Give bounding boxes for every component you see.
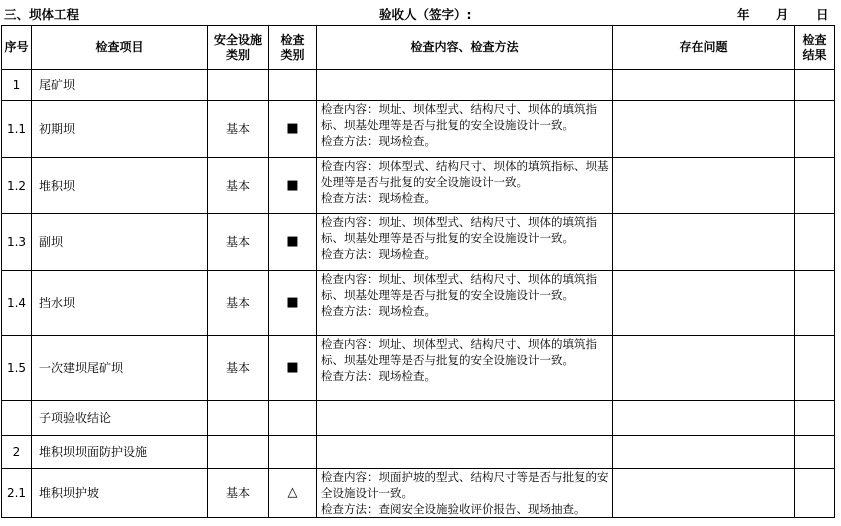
row-facility-category: 基本 (208, 158, 269, 214)
row-item: 一次建坝尾矿坝 (32, 336, 208, 401)
row-seq: 1 (2, 70, 32, 101)
row-issues-cell (613, 401, 795, 436)
row-result-cell (795, 436, 835, 469)
row-check-content (317, 101, 613, 158)
row-seq: 1.2 (2, 158, 32, 214)
row-result-cell (795, 101, 835, 158)
check-content-text: 检查内容：坝体型式、结构尺寸、坝体的填筑指标、坝基处理等是否与批复的安全设施设计一致。 (321, 159, 609, 189)
check-method-text: 检查方法：现场检查。 (321, 247, 436, 261)
report-header (0, 0, 841, 25)
table-row (2, 271, 835, 336)
col-header-content: 检查内容、检查方法 (317, 26, 613, 70)
year-label: 年 (737, 7, 750, 22)
col-header-item: 检查项目 (32, 26, 208, 70)
table-row (2, 158, 835, 214)
row-facility-category (208, 70, 269, 101)
row-item: 副坝 (32, 214, 208, 271)
row-issues-cell (613, 158, 795, 214)
row-item: 堆积坝 (32, 158, 208, 214)
row-result-cell (795, 158, 835, 214)
table-row (2, 469, 835, 518)
row-check-content (317, 469, 613, 518)
check-method-text: 检查方法：查阅安全设施验收评价报告、现场抽查。 (321, 502, 586, 516)
row-check-type: ■ (269, 101, 317, 158)
col-header-result: 检查 结果 (795, 26, 835, 70)
table-row (2, 101, 835, 158)
table-header-row (2, 26, 835, 70)
check-method-text: 检查方法：现场检查。 (321, 134, 436, 148)
section-title: 三、坝体工程 (4, 7, 80, 22)
signature-label: 验收人（签字）: (379, 7, 472, 22)
row-check-type: ■ (269, 336, 317, 401)
check-content-text: 检查内容：坝址、坝体型式、结构尺寸、坝体的填筑指标、坝基处理等是否与批复的安全设施设计一致。 (321, 337, 597, 367)
row-result-cell (795, 214, 835, 271)
row-seq: 2.1 (2, 469, 32, 518)
row-check-content (317, 401, 613, 436)
row-result-cell (795, 401, 835, 436)
row-facility-category (208, 401, 269, 436)
row-issues-cell (613, 70, 795, 101)
row-issues-cell (613, 436, 795, 469)
check-method-text: 检查方法：现场检查。 (321, 191, 436, 205)
table-row (2, 70, 835, 101)
row-result-cell (795, 469, 835, 518)
row-issues-cell (613, 214, 795, 271)
row-facility-category: 基本 (208, 469, 269, 518)
row-result-cell (795, 336, 835, 401)
row-seq: 1.3 (2, 214, 32, 271)
table-row (2, 436, 835, 469)
row-seq (2, 401, 32, 436)
row-item: 尾矿坝 (32, 70, 208, 101)
row-check-type (269, 401, 317, 436)
check-content-text: 检查内容：坝址、坝体型式、结构尺寸、坝体的填筑指标、坝基处理等是否与批复的安全设施设计一致。 (321, 102, 597, 132)
row-check-type (269, 436, 317, 469)
row-seq: 1.1 (2, 101, 32, 158)
row-issues-cell (613, 101, 795, 158)
row-check-content (317, 158, 613, 214)
day-label: 日 (816, 7, 829, 22)
col-header-check-type: 检查 类别 (269, 26, 317, 70)
table-row (2, 214, 835, 271)
col-header-issues: 存在问题 (613, 26, 795, 70)
row-check-content (317, 436, 613, 469)
check-method-text: 检查方法：现场检查。 (321, 304, 436, 318)
inspection-table (1, 25, 835, 518)
table-row (2, 401, 835, 436)
row-check-content (317, 271, 613, 336)
row-facility-category: 基本 (208, 214, 269, 271)
row-facility-category: 基本 (208, 336, 269, 401)
check-method-text: 检查方法：现场检查。 (321, 369, 436, 383)
row-result-cell (795, 271, 835, 336)
row-check-content (317, 70, 613, 101)
check-content-text: 检查内容：坝面护坡的型式、结构尺寸等是否与批复的安全设施设计一致。 (321, 470, 609, 500)
row-check-type (269, 70, 317, 101)
row-facility-category (208, 436, 269, 469)
row-check-content (317, 214, 613, 271)
row-check-type: △ (269, 469, 317, 518)
row-facility-category: 基本 (208, 271, 269, 336)
row-issues-cell (613, 336, 795, 401)
month-label: 月 (776, 7, 789, 22)
row-check-type: ■ (269, 158, 317, 214)
row-item: 堆积坝坝面防护设施 (32, 436, 208, 469)
row-check-type: ■ (269, 214, 317, 271)
row-item: 挡水坝 (32, 271, 208, 336)
row-item: 初期坝 (32, 101, 208, 158)
row-item: 堆积坝护坡 (32, 469, 208, 518)
row-seq: 1.4 (2, 271, 32, 336)
row-issues-cell (613, 271, 795, 336)
row-result-cell (795, 70, 835, 101)
row-seq: 2 (2, 436, 32, 469)
row-issues-cell (613, 469, 795, 518)
row-check-content (317, 336, 613, 401)
row-seq: 1.5 (2, 336, 32, 401)
check-content-text: 检查内容：坝址、坝体型式、结构尺寸、坝体的填筑指标、坝基处理等是否与批复的安全设施设计一致。 (321, 215, 597, 245)
row-item: 子项验收结论 (32, 401, 208, 436)
row-facility-category: 基本 (208, 101, 269, 158)
col-header-seq: 序号 (2, 26, 32, 70)
check-content-text: 检查内容：坝址、坝体型式、结构尺寸、坝体的填筑指标、坝基处理等是否与批复的安全设施设计一致。 (321, 272, 597, 302)
col-header-facility-category: 安全设施 类别 (208, 26, 269, 70)
table-row (2, 336, 835, 401)
row-check-type: ■ (269, 271, 317, 336)
